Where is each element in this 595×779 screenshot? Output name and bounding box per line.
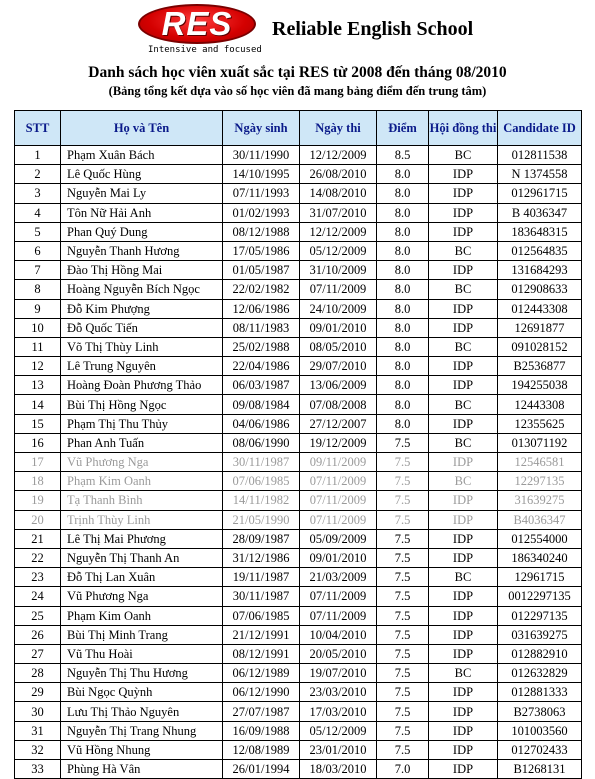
cell-candidate-id: 12691877 <box>498 318 582 337</box>
students-table <box>14 110 582 779</box>
table-row <box>15 357 582 376</box>
cell-score: 7.5 <box>377 491 429 510</box>
cell-name: Trịnh Thùy Linh <box>61 510 223 529</box>
cell-candidate-id: B2536877 <box>498 357 582 376</box>
cell-dob: 08/12/1988 <box>223 222 300 241</box>
cell-council: IDP <box>429 529 498 548</box>
cell-stt: 28 <box>15 664 61 683</box>
cell-stt: 14 <box>15 395 61 414</box>
cell-stt: 21 <box>15 529 61 548</box>
table-row <box>15 414 582 433</box>
table-row <box>15 568 582 587</box>
cell-council: IDP <box>429 357 498 376</box>
cell-candidate-id: 0012297135 <box>498 587 582 606</box>
cell-council: IDP <box>429 318 498 337</box>
cell-dob: 16/09/1988 <box>223 721 300 740</box>
school-name: Reliable English School <box>272 18 474 40</box>
cell-exam-date: 09/11/2009 <box>300 453 377 472</box>
cell-dob: 08/12/1991 <box>223 644 300 663</box>
cell-exam-date: 09/01/2010 <box>300 318 377 337</box>
col-header-name: Họ và Tên <box>61 111 223 146</box>
cell-dob: 14/11/1982 <box>223 491 300 510</box>
table-row <box>15 376 582 395</box>
cell-candidate-id: 012882910 <box>498 644 582 663</box>
cell-exam-date: 23/03/2010 <box>300 683 377 702</box>
cell-candidate-id: 012908633 <box>498 280 582 299</box>
cell-council: IDP <box>429 299 498 318</box>
cell-council: IDP <box>429 453 498 472</box>
cell-score: 8.0 <box>377 376 429 395</box>
cell-candidate-id: 013071192 <box>498 433 582 452</box>
cell-candidate-id: B2738063 <box>498 702 582 721</box>
cell-exam-date: 29/07/2010 <box>300 357 377 376</box>
cell-name: Bùi Ngọc Quỳnh <box>61 683 223 702</box>
cell-dob: 07/06/1985 <box>223 472 300 491</box>
cell-stt: 33 <box>15 760 61 779</box>
cell-score: 7.5 <box>377 606 429 625</box>
cell-exam-date: 05/12/2009 <box>300 241 377 260</box>
cell-name: Hoàng Đoàn Phương Thảo <box>61 376 223 395</box>
cell-dob: 22/02/1982 <box>223 280 300 299</box>
cell-council: BC <box>429 337 498 356</box>
cell-score: 7.5 <box>377 568 429 587</box>
table-row <box>15 280 582 299</box>
cell-candidate-id: 091028152 <box>498 337 582 356</box>
cell-candidate-id: 012961715 <box>498 184 582 203</box>
cell-council: IDP <box>429 491 498 510</box>
cell-candidate-id: 12355625 <box>498 414 582 433</box>
cell-candidate-id: 012443308 <box>498 299 582 318</box>
cell-score: 7.5 <box>377 548 429 567</box>
cell-council: IDP <box>429 606 498 625</box>
cell-score: 8.0 <box>377 184 429 203</box>
cell-dob: 06/12/1990 <box>223 683 300 702</box>
cell-score: 8.0 <box>377 165 429 184</box>
cell-dob: 30/11/1990 <box>223 146 300 165</box>
table-row <box>15 529 582 548</box>
table-row <box>15 664 582 683</box>
table-body <box>15 146 582 779</box>
cell-stt: 9 <box>15 299 61 318</box>
cell-name: Phạm Xuân Bách <box>61 146 223 165</box>
table-row <box>15 395 582 414</box>
cell-score: 7.5 <box>377 740 429 759</box>
cell-dob: 12/08/1989 <box>223 740 300 759</box>
cell-score: 8.0 <box>377 318 429 337</box>
cell-name: Vũ Phương Nga <box>61 587 223 606</box>
cell-exam-date: 10/04/2010 <box>300 625 377 644</box>
cell-name: Đào Thị Hồng Mai <box>61 261 223 280</box>
table-row <box>15 146 582 165</box>
cell-stt: 32 <box>15 740 61 759</box>
cell-score: 7.5 <box>377 702 429 721</box>
cell-name: Hoàng Nguyễn Bích Ngọc <box>61 280 223 299</box>
cell-exam-date: 12/12/2009 <box>300 146 377 165</box>
cell-exam-date: 07/08/2008 <box>300 395 377 414</box>
cell-candidate-id: 12546581 <box>498 453 582 472</box>
table-row <box>15 760 582 779</box>
cell-name: Nguyễn Thị Thanh An <box>61 548 223 567</box>
cell-candidate-id: B 4036347 <box>498 203 582 222</box>
cell-candidate-id: 101003560 <box>498 721 582 740</box>
cell-exam-date: 19/07/2010 <box>300 664 377 683</box>
cell-stt: 3 <box>15 184 61 203</box>
cell-exam-date: 07/11/2009 <box>300 280 377 299</box>
cell-stt: 2 <box>15 165 61 184</box>
cell-candidate-id: N 1374558 <box>498 165 582 184</box>
cell-exam-date: 31/10/2009 <box>300 261 377 280</box>
cell-exam-date: 17/03/2010 <box>300 702 377 721</box>
cell-name: Phạm Kim Oanh <box>61 472 223 491</box>
cell-council: BC <box>429 241 498 260</box>
cell-stt: 17 <box>15 453 61 472</box>
cell-candidate-id: 012564835 <box>498 241 582 260</box>
cell-exam-date: 26/08/2010 <box>300 165 377 184</box>
table-row <box>15 491 582 510</box>
cell-dob: 12/06/1986 <box>223 299 300 318</box>
cell-council: IDP <box>429 740 498 759</box>
cell-name: Lê Thị Mai Phương <box>61 529 223 548</box>
cell-dob: 28/09/1987 <box>223 529 300 548</box>
cell-dob: 19/11/1987 <box>223 568 300 587</box>
cell-candidate-id: 131684293 <box>498 261 582 280</box>
cell-council: IDP <box>429 510 498 529</box>
cell-dob: 14/10/1995 <box>223 165 300 184</box>
cell-name: Phạm Kim Oanh <box>61 606 223 625</box>
table-row <box>15 453 582 472</box>
table-row <box>15 433 582 452</box>
cell-exam-date: 09/01/2010 <box>300 548 377 567</box>
cell-council: IDP <box>429 222 498 241</box>
table-row <box>15 299 582 318</box>
school-header <box>0 0 595 60</box>
cell-stt: 12 <box>15 357 61 376</box>
cell-council: BC <box>429 280 498 299</box>
table-row <box>15 510 582 529</box>
cell-name: Tạ Thanh Bình <box>61 491 223 510</box>
cell-name: Đỗ Thị Lan Xuân <box>61 568 223 587</box>
cell-exam-date: 07/11/2009 <box>300 491 377 510</box>
table-row <box>15 261 582 280</box>
table-row <box>15 625 582 644</box>
cell-council: IDP <box>429 760 498 779</box>
cell-dob: 21/12/1991 <box>223 625 300 644</box>
cell-score: 8.5 <box>377 146 429 165</box>
cell-dob: 26/01/1994 <box>223 760 300 779</box>
table-row <box>15 548 582 567</box>
cell-candidate-id: 012881333 <box>498 683 582 702</box>
cell-council: BC <box>429 146 498 165</box>
cell-stt: 24 <box>15 587 61 606</box>
cell-name: Phạm Thị Thu Thủy <box>61 414 223 433</box>
cell-stt: 7 <box>15 261 61 280</box>
cell-stt: 11 <box>15 337 61 356</box>
cell-exam-date: 21/03/2009 <box>300 568 377 587</box>
col-header-dob: Ngày sinh <box>223 111 300 146</box>
cell-name: Nguyễn Thanh Hương <box>61 241 223 260</box>
cell-exam-date: 08/05/2010 <box>300 337 377 356</box>
table-row <box>15 318 582 337</box>
cell-council: BC <box>429 395 498 414</box>
cell-stt: 13 <box>15 376 61 395</box>
cell-candidate-id: 012702433 <box>498 740 582 759</box>
cell-dob: 01/02/1993 <box>223 203 300 222</box>
cell-score: 8.0 <box>377 261 429 280</box>
cell-exam-date: 07/11/2009 <box>300 587 377 606</box>
cell-name: Phan Anh Tuấn <box>61 433 223 452</box>
cell-score: 7.5 <box>377 664 429 683</box>
table-row <box>15 606 582 625</box>
cell-stt: 22 <box>15 548 61 567</box>
cell-score: 7.5 <box>377 644 429 663</box>
cell-council: BC <box>429 472 498 491</box>
cell-dob: 04/06/1986 <box>223 414 300 433</box>
table-header-row <box>15 111 582 146</box>
cell-candidate-id: 012297135 <box>498 606 582 625</box>
cell-stt: 31 <box>15 721 61 740</box>
cell-council: IDP <box>429 625 498 644</box>
cell-name: Võ Thị Thùy Linh <box>61 337 223 356</box>
cell-council: IDP <box>429 721 498 740</box>
cell-stt: 10 <box>15 318 61 337</box>
cell-score: 8.0 <box>377 357 429 376</box>
cell-score: 8.0 <box>377 241 429 260</box>
cell-candidate-id: B1268131 <box>498 760 582 779</box>
cell-stt: 27 <box>15 644 61 663</box>
table-row <box>15 472 582 491</box>
col-header-council: Hội đồng thi <box>429 111 498 146</box>
cell-stt: 20 <box>15 510 61 529</box>
cell-candidate-id: 12961715 <box>498 568 582 587</box>
table-row <box>15 203 582 222</box>
cell-score: 8.0 <box>377 280 429 299</box>
col-header-candidate-id: Candidate ID <box>498 111 582 146</box>
table-row <box>15 222 582 241</box>
cell-council: BC <box>429 664 498 683</box>
cell-name: Nguyễn Thị Thu Hương <box>61 664 223 683</box>
cell-score: 7.5 <box>377 587 429 606</box>
cell-candidate-id: 012632829 <box>498 664 582 683</box>
cell-exam-date: 05/12/2009 <box>300 721 377 740</box>
cell-exam-date: 07/11/2009 <box>300 510 377 529</box>
col-header-stt: STT <box>15 111 61 146</box>
cell-score: 7.5 <box>377 529 429 548</box>
cell-stt: 8 <box>15 280 61 299</box>
cell-exam-date: 19/12/2009 <box>300 433 377 452</box>
cell-score: 7.5 <box>377 625 429 644</box>
cell-stt: 1 <box>15 146 61 165</box>
col-header-exam-date: Ngày thi <box>300 111 377 146</box>
cell-exam-date: 31/07/2010 <box>300 203 377 222</box>
cell-dob: 01/05/1987 <box>223 261 300 280</box>
cell-name: Vũ Thu Hoài <box>61 644 223 663</box>
page-title: Danh sách học viên xuất sắc tại RES từ 2008 đến tháng 08/2010 <box>88 64 507 81</box>
cell-dob: 07/06/1985 <box>223 606 300 625</box>
cell-stt: 30 <box>15 702 61 721</box>
cell-stt: 5 <box>15 222 61 241</box>
cell-stt: 4 <box>15 203 61 222</box>
cell-candidate-id: 031639275 <box>498 625 582 644</box>
cell-exam-date: 18/03/2010 <box>300 760 377 779</box>
cell-dob: 25/02/1988 <box>223 337 300 356</box>
cell-dob: 08/06/1990 <box>223 433 300 452</box>
cell-exam-date: 12/12/2009 <box>300 222 377 241</box>
cell-stt: 23 <box>15 568 61 587</box>
table-row <box>15 337 582 356</box>
cell-candidate-id: 012811538 <box>498 146 582 165</box>
cell-exam-date: 20/05/2010 <box>300 644 377 663</box>
cell-score: 7.5 <box>377 472 429 491</box>
cell-name: Phùng Hà Vân <box>61 760 223 779</box>
cell-name: Đỗ Kim Phượng <box>61 299 223 318</box>
cell-council: IDP <box>429 702 498 721</box>
cell-dob: 07/11/1993 <box>223 184 300 203</box>
cell-candidate-id: 012554000 <box>498 529 582 548</box>
cell-candidate-id: B4036347 <box>498 510 582 529</box>
cell-exam-date: 27/12/2007 <box>300 414 377 433</box>
cell-council: IDP <box>429 587 498 606</box>
cell-exam-date: 23/01/2010 <box>300 740 377 759</box>
table-row <box>15 644 582 663</box>
cell-stt: 6 <box>15 241 61 260</box>
cell-score: 8.0 <box>377 395 429 414</box>
cell-council: IDP <box>429 203 498 222</box>
cell-score: 7.5 <box>377 433 429 452</box>
table-row <box>15 740 582 759</box>
cell-candidate-id: 31639275 <box>498 491 582 510</box>
cell-name: Lê Quốc Hùng <box>61 165 223 184</box>
cell-score: 8.0 <box>377 414 429 433</box>
cell-candidate-id: 183648315 <box>498 222 582 241</box>
cell-name: Lưu Thị Thảo Nguyên <box>61 702 223 721</box>
cell-score: 7.5 <box>377 453 429 472</box>
cell-council: IDP <box>429 548 498 567</box>
cell-council: IDP <box>429 644 498 663</box>
cell-dob: 08/11/1983 <box>223 318 300 337</box>
cell-dob: 27/07/1987 <box>223 702 300 721</box>
cell-name: Lê Trung Nguyên <box>61 357 223 376</box>
cell-score: 7.0 <box>377 760 429 779</box>
cell-dob: 17/05/1986 <box>223 241 300 260</box>
cell-council: BC <box>429 433 498 452</box>
table-row <box>15 721 582 740</box>
cell-name: Bùi Thị Hồng Ngọc <box>61 395 223 414</box>
cell-exam-date: 24/10/2009 <box>300 299 377 318</box>
page-subtitle: (Bảng tổng kết dựa vào số học viên đã mang bảng điểm đến trung tâm) <box>108 84 487 98</box>
table-row <box>15 184 582 203</box>
cell-dob: 21/05/1990 <box>223 510 300 529</box>
cell-score: 8.0 <box>377 337 429 356</box>
cell-candidate-id: 12443308 <box>498 395 582 414</box>
cell-score: 7.5 <box>377 510 429 529</box>
cell-dob: 09/08/1984 <box>223 395 300 414</box>
cell-stt: 29 <box>15 683 61 702</box>
cell-dob: 30/11/1987 <box>223 587 300 606</box>
cell-dob: 31/12/1986 <box>223 548 300 567</box>
cell-dob: 22/04/1986 <box>223 357 300 376</box>
cell-council: IDP <box>429 376 498 395</box>
table-row <box>15 683 582 702</box>
cell-score: 8.0 <box>377 222 429 241</box>
cell-dob: 06/03/1987 <box>223 376 300 395</box>
cell-score: 8.0 <box>377 299 429 318</box>
table-row <box>15 702 582 721</box>
cell-council: BC <box>429 568 498 587</box>
cell-stt: 15 <box>15 414 61 433</box>
cell-stt: 19 <box>15 491 61 510</box>
cell-stt: 26 <box>15 625 61 644</box>
cell-exam-date: 13/06/2009 <box>300 376 377 395</box>
cell-candidate-id: 186340240 <box>498 548 582 567</box>
cell-name: Vũ Hồng Nhung <box>61 740 223 759</box>
logo-text: RES <box>161 5 233 42</box>
col-header-score: Điểm <box>377 111 429 146</box>
cell-candidate-id: 12297135 <box>498 472 582 491</box>
cell-score: 8.0 <box>377 203 429 222</box>
cell-name: Bùi Thị Minh Trang <box>61 625 223 644</box>
table-row <box>15 165 582 184</box>
res-logo <box>138 4 256 44</box>
cell-council: IDP <box>429 184 498 203</box>
cell-score: 7.5 <box>377 721 429 740</box>
cell-exam-date: 14/08/2010 <box>300 184 377 203</box>
cell-exam-date: 07/11/2009 <box>300 606 377 625</box>
cell-stt: 25 <box>15 606 61 625</box>
cell-stt: 16 <box>15 433 61 452</box>
cell-exam-date: 05/09/2009 <box>300 529 377 548</box>
cell-score: 7.5 <box>377 683 429 702</box>
table-row <box>15 587 582 606</box>
cell-name: Đỗ Quốc Tiến <box>61 318 223 337</box>
cell-name: Nguyễn Thị Trang Nhung <box>61 721 223 740</box>
cell-council: IDP <box>429 261 498 280</box>
cell-name: Vũ Phương Nga <box>61 453 223 472</box>
cell-exam-date: 07/11/2009 <box>300 472 377 491</box>
cell-dob: 06/12/1989 <box>223 664 300 683</box>
cell-candidate-id: 194255038 <box>498 376 582 395</box>
cell-council: IDP <box>429 165 498 184</box>
cell-name: Phan Quý Dung <box>61 222 223 241</box>
tagline: Intensive and focused <box>148 45 262 55</box>
cell-council: IDP <box>429 414 498 433</box>
cell-stt: 18 <box>15 472 61 491</box>
cell-dob: 30/11/1987 <box>223 453 300 472</box>
cell-council: IDP <box>429 683 498 702</box>
table-row <box>15 241 582 260</box>
cell-name: Tôn Nữ Hải Anh <box>61 203 223 222</box>
cell-name: Nguyễn Mai Ly <box>61 184 223 203</box>
